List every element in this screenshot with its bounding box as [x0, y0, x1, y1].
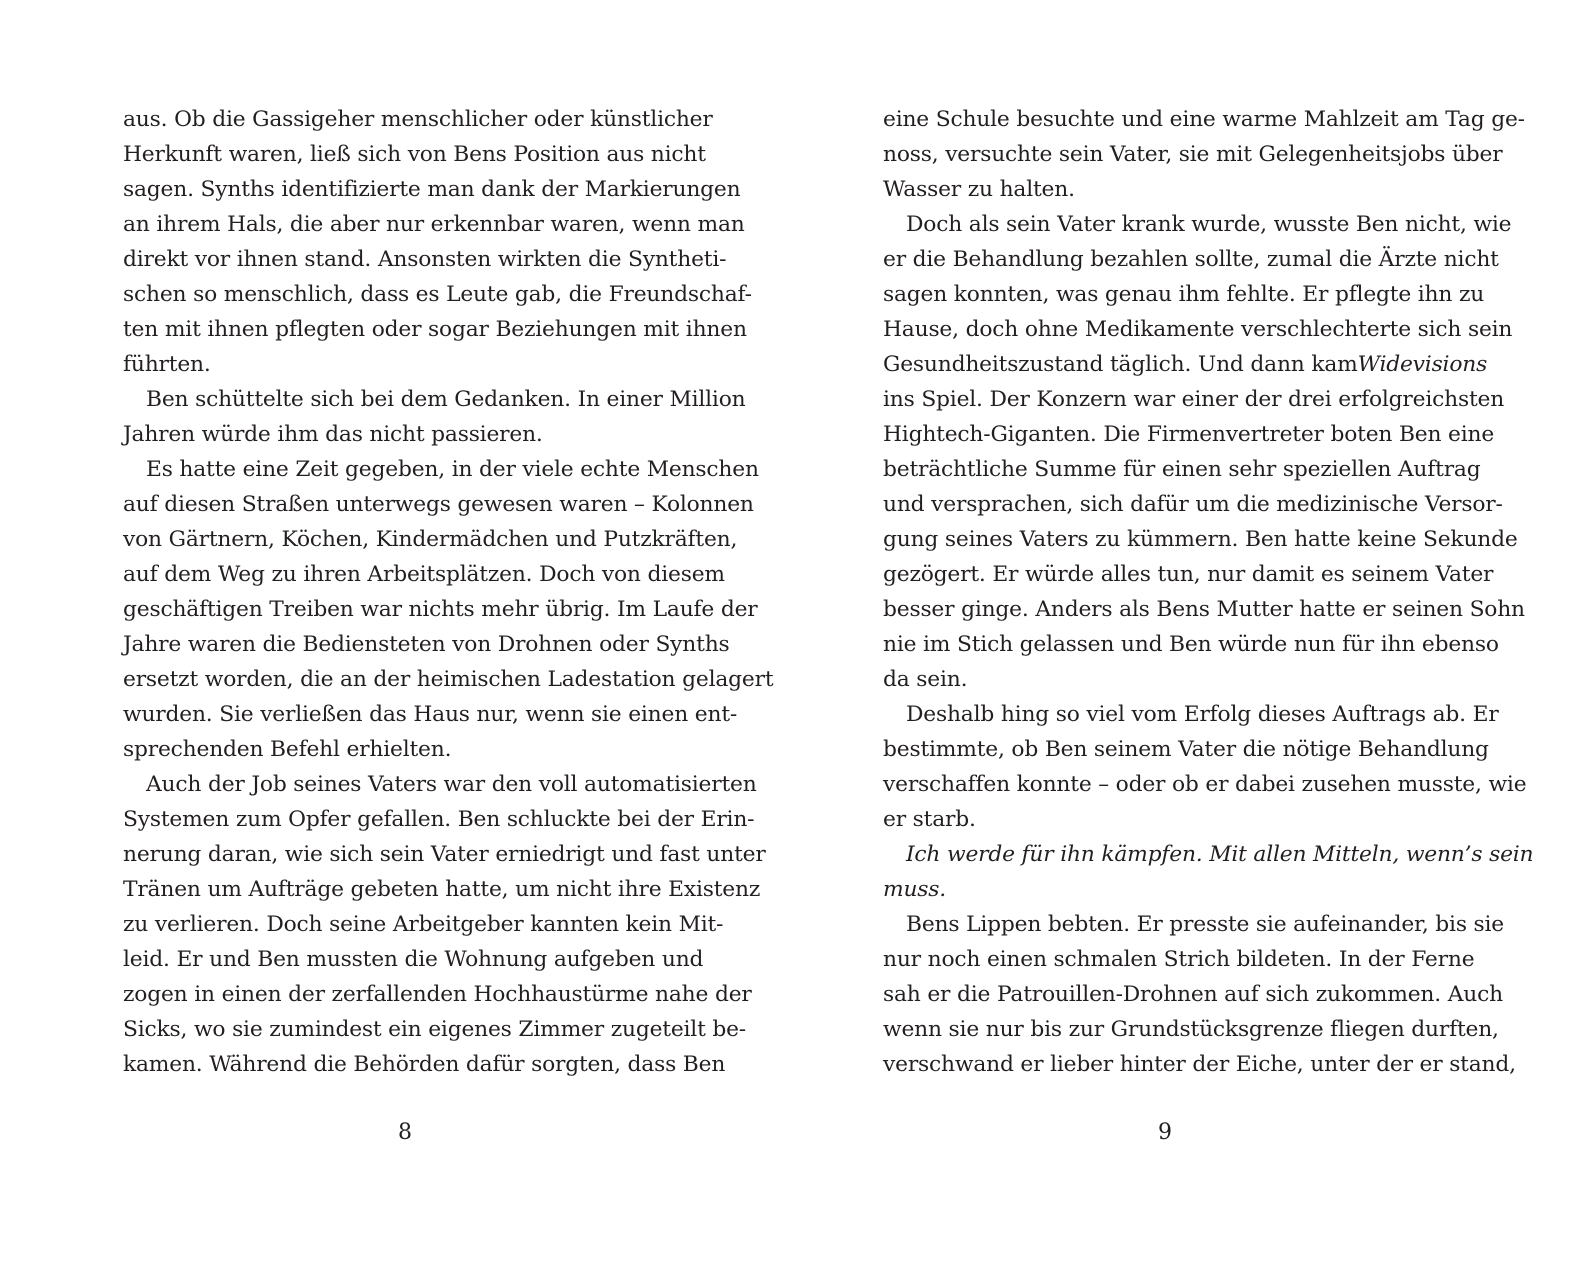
text-line-part: Gesundheitszustand täglich. Und dann kam [883, 352, 1358, 377]
text-line: leid. Er und Ben mussten die Wohnung aufgeben und [123, 947, 704, 972]
text-line: besser ginge. Anders als Bens Mutter hatte er seinen Sohn [883, 597, 1525, 622]
text-line: wenn sie nur bis zur Grundstücksgrenze fliegen durften, [883, 1017, 1499, 1042]
text-line: er die Behandlung bezahlen sollte, zumal die Ärzte nicht [883, 247, 1499, 272]
text-line: noss, versuchte sein Vater, sie mit Gelegenheitsjobs über [883, 142, 1503, 167]
text-line: kamen. Während die Behörden dafür sorgten, dass Ben [123, 1052, 726, 1077]
text-line: von Gärtnern, Köchen, Kindermädchen und Putzkräften, [123, 527, 738, 552]
text-line: nerung daran, wie sich sein Vater erniedrigt und fast unter [123, 842, 766, 867]
text-line: direkt vor ihnen stand. Ansonsten wirkten die Syntheti- [123, 247, 727, 272]
text-line: zu verlieren. Doch seine Arbeitgeber kannten kein Mit- [123, 912, 724, 937]
left-page-text [123, 102, 774, 1082]
text-line: Systemen zum Opfer gefallen. Ben schluckte bei der Erin- [123, 807, 755, 832]
text-line: sagen konnten, was genau ihm fehlte. Er pflegte ihn zu [883, 282, 1485, 307]
text-line: Herkunft waren, ließ sich von Bens Position aus nicht [123, 142, 706, 167]
text-line: Sicks, wo sie zumindest ein eigenes Zimmer zugeteilt be- [123, 1017, 746, 1042]
text-line: auf diesen Straßen unterwegs gewesen waren – Kolonnen [123, 492, 754, 517]
text-line: nie im Stich gelassen und Ben würde nun für ihn ebenso [883, 632, 1499, 657]
text-line: wurden. Sie verließen das Haus nur, wenn sie einen ent- [123, 702, 738, 727]
text-line: Wasser zu halten. [883, 177, 1075, 202]
text-line: gung seines Vaters zu kümmern. Ben hatte keine Sekunde [883, 527, 1518, 552]
text-line: eine Schule besuchte und eine warme Mahlzeit am Tag ge- [883, 107, 1525, 132]
text-line: nur noch einen schmalen Strich bildeten. In der Ferne [883, 947, 1475, 972]
text-line: und versprachen, sich dafür um die medizinische Versor- [883, 492, 1503, 517]
text-line: sah er die Patrouillen-Drohnen auf sich zukommen. Auch [883, 982, 1503, 1007]
text-line: beträchtliche Summe für einen sehr speziellen Auftrag [883, 457, 1481, 482]
text-line: gezögert. Er würde alles tun, nur damit es seinem Vater [883, 562, 1494, 587]
text-line: schen so menschlich, dass es Leute gab, die Freundschaf- [123, 282, 752, 307]
text-line: auf dem Weg zu ihren Arbeitsplätzen. Doch von diesem [123, 562, 725, 587]
italic-company-name: Widevisions [1357, 352, 1488, 377]
text-line: ten mit ihnen pflegten oder sogar Beziehungen mit ihnen [123, 317, 747, 342]
text-line: da sein. [883, 667, 968, 692]
text-line: Auch der Job seines Vaters war den voll automatisierten [146, 772, 757, 797]
text-line: verschaffen konnte – oder ob er dabei zusehen musste, wie [883, 772, 1527, 797]
text-line: geschäftigen Treiben war nichts mehr übrig. Im Laufe der [123, 597, 758, 622]
italic-thought-line: muss. [883, 877, 947, 902]
text-line: Bens Lippen bebten. Er presste sie aufeinander, bis sie [906, 912, 1504, 937]
text-line: Es hatte eine Zeit gegeben, in der viele echte Menschen [146, 457, 759, 482]
text-line: sprechenden Befehl erhielten. [123, 737, 452, 762]
page-number: 9 [1158, 1120, 1172, 1145]
text-line: führten. [123, 352, 211, 377]
text-line: Doch als sein Vater krank wurde, wusste Ben nicht, wie [906, 212, 1512, 237]
text-line-with-italic [883, 347, 1488, 382]
italic-thought-line: Ich werde für ihn kämpfen. Mit allen Mitteln, wenn’s sein [906, 842, 1534, 867]
text-line: verschwand er lieber hinter der Eiche, unter der er stand, [883, 1052, 1516, 1077]
text-line: Hause, doch ohne Medikamente verschlechterte sich sein [883, 317, 1513, 342]
text-line: Tränen um Aufträge gebeten hatte, um nicht ihre Existenz [123, 877, 761, 902]
text-line: sagen. Synths identifizierte man dank der Markierungen [123, 177, 741, 202]
text-line: an ihrem Hals, die aber nur erkennbar waren, wenn man [123, 212, 745, 237]
text-line: Jahren würde ihm das nicht passieren. [123, 422, 543, 447]
text-line: ins Spiel. Der Konzern war einer der drei erfolgreichsten [883, 387, 1505, 412]
text-line: er starb. [883, 807, 976, 832]
text-line: Ben schüttelte sich bei dem Gedanken. In einer Million [146, 387, 746, 412]
right-page-text [883, 102, 1534, 1082]
text-line: ersetzt worden, die an der heimischen Ladestation gelagert [123, 667, 774, 692]
text-line: Hightech-Giganten. Die Firmenvertreter boten Ben eine [883, 422, 1495, 447]
right-page [797, 0, 1594, 1270]
text-line: zogen in einen der zerfallenden Hochhaustürme nahe der [123, 982, 752, 1007]
page-number: 8 [398, 1120, 412, 1145]
text-line: aus. Ob die Gassigeher menschlicher oder künstlicher [123, 107, 713, 132]
text-line: Deshalb hing so viel vom Erfolg dieses Auftrags ab. Er [906, 702, 1499, 727]
text-line: bestimmte, ob Ben seinem Vater die nötige Behandlung [883, 737, 1489, 762]
text-line: Jahre waren die Bediensteten von Drohnen oder Synths [123, 632, 730, 657]
